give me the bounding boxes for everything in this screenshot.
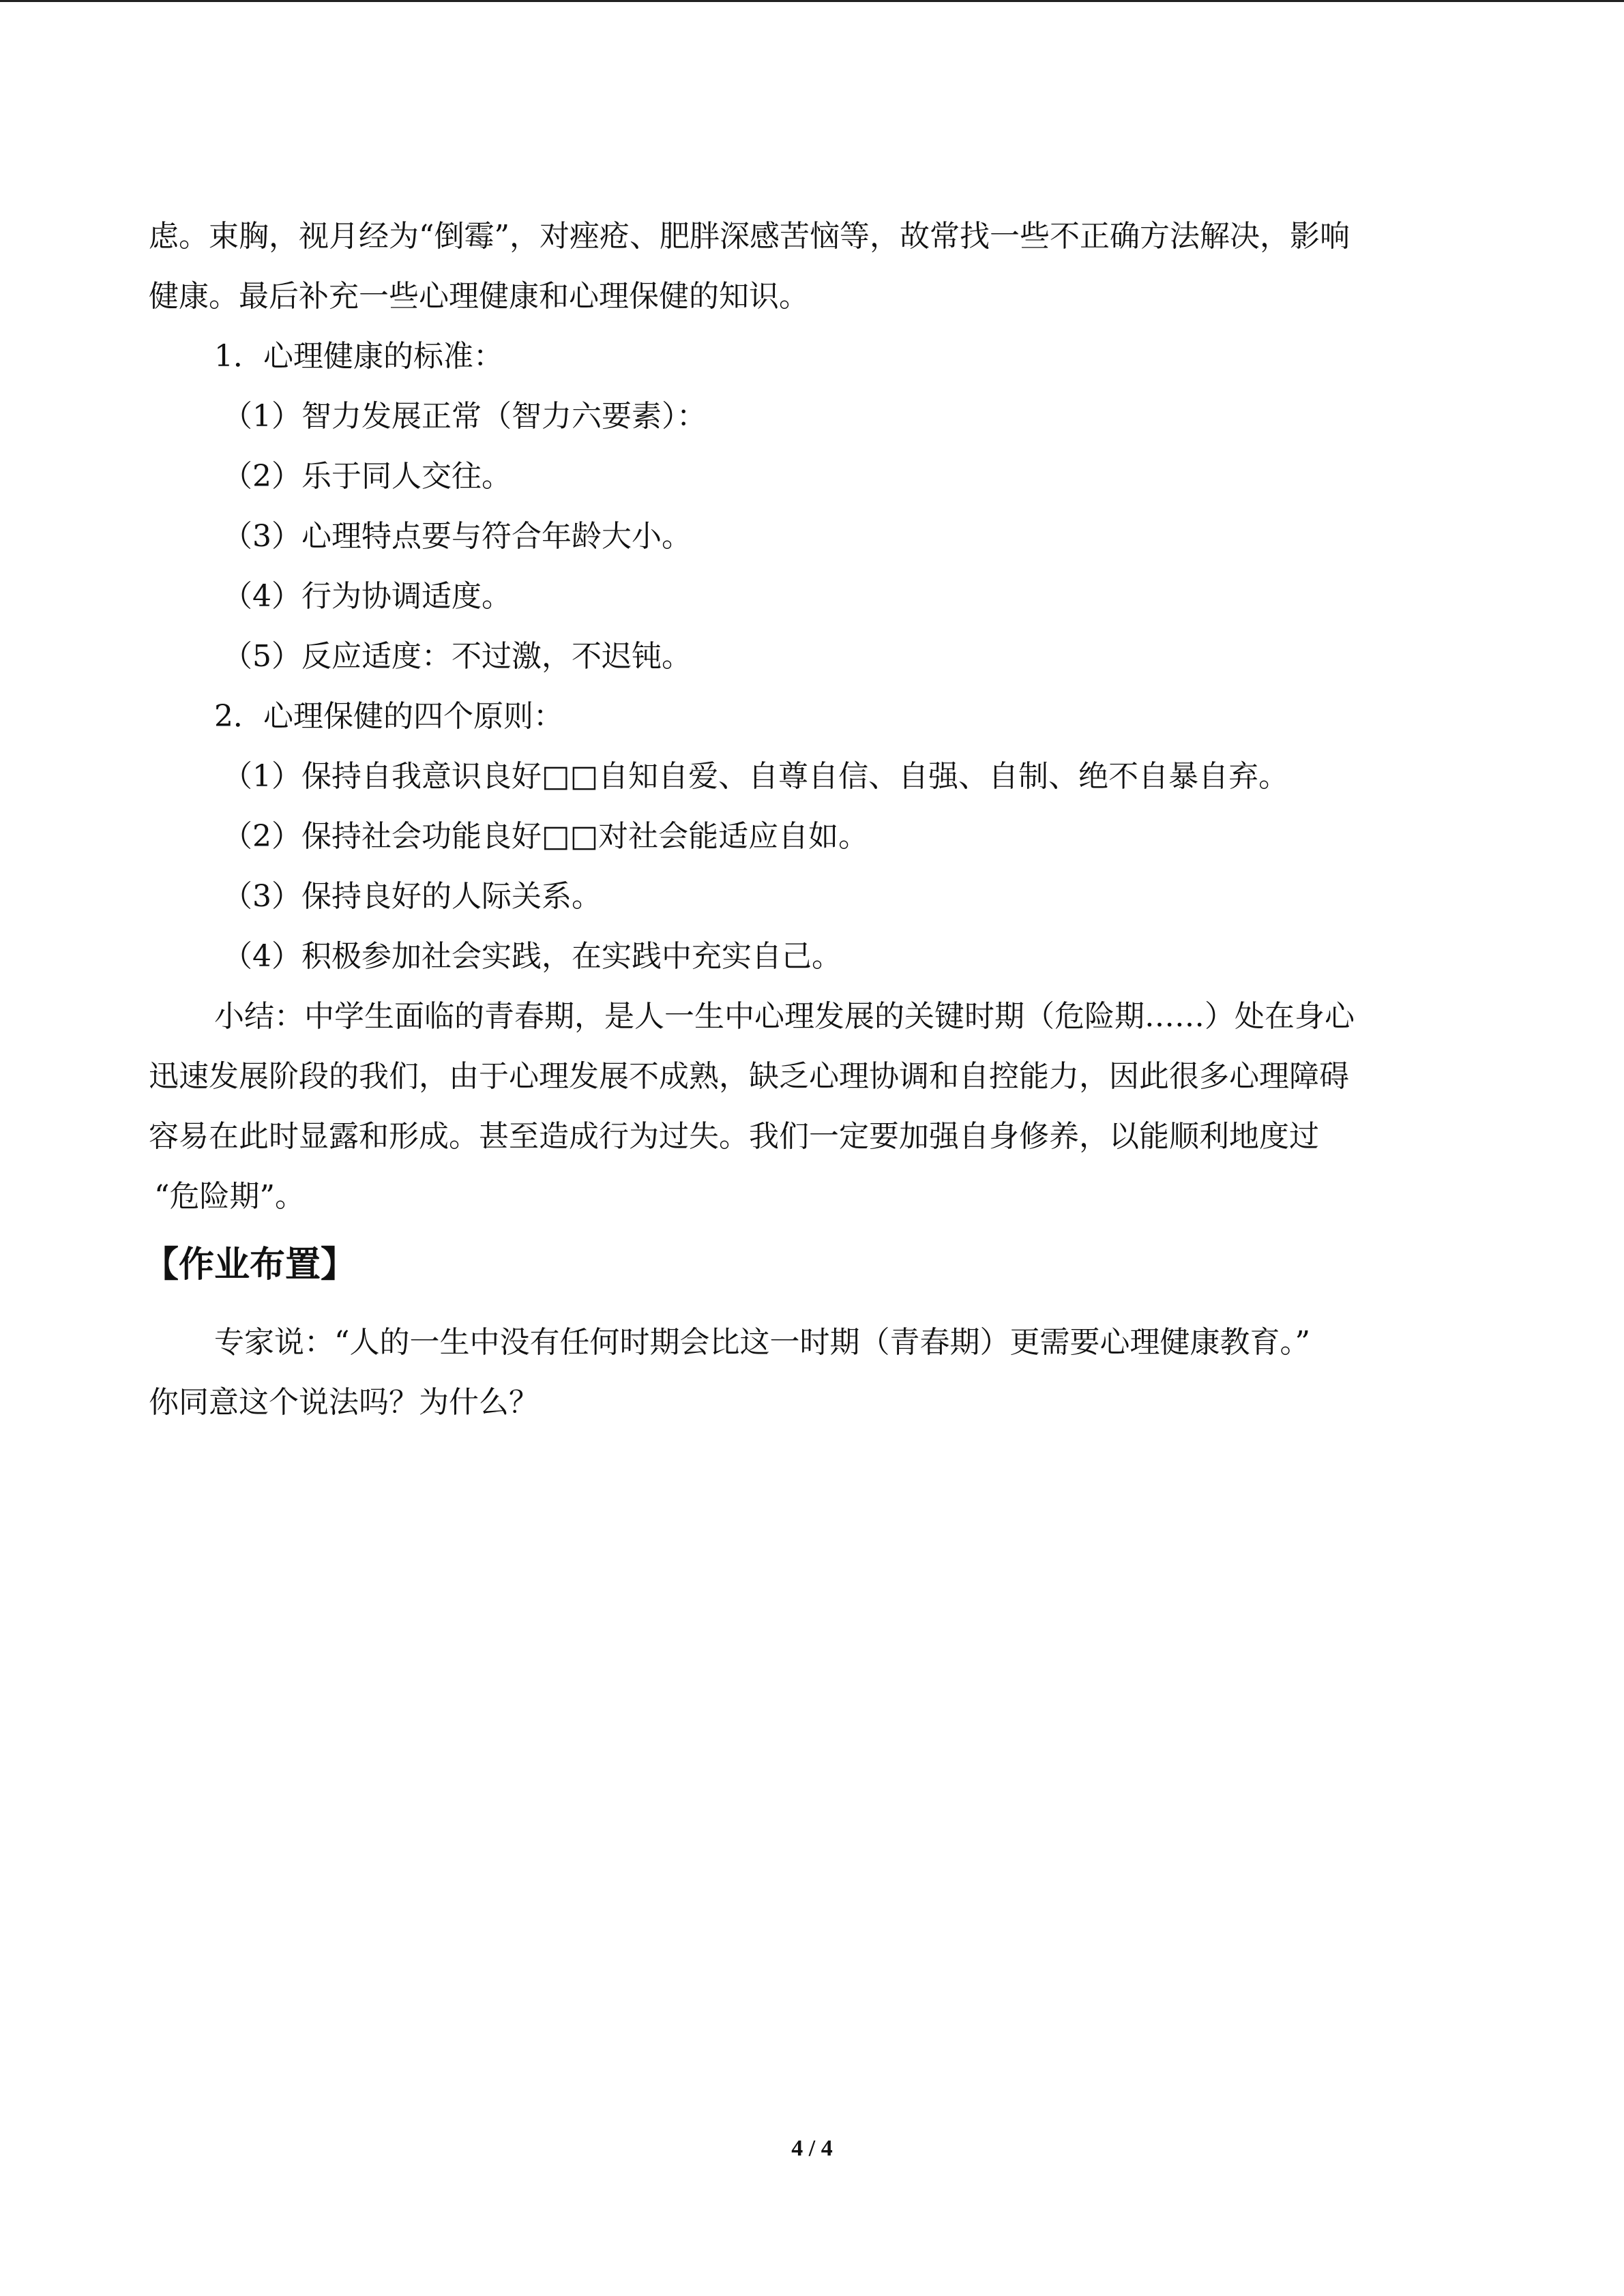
summary-line-3: 容易在此时显露和形成。甚至造成行为过失。我们一定要加强自身修养，以能顺利地度过 [149,1119,1319,1154]
section-1-item: （4）行为协调适度。 [222,579,512,614]
intro-line-1: 虑。束胸，视月经为“倒霉”，对痤疮、肥胖深感苦恼等，故常找一些不正确方法解决，影响 [149,219,1350,254]
intro-line-2: 健康。最后补充一些心理健康和心理保健的知识。 [149,279,809,314]
section-2-item: （3）保持良好的人际关系。 [222,879,602,914]
section-2-title: 2．心理保健的四个原则： [214,699,563,734]
homework-line-1: 专家说：“人的一生中没有任何时期会比这一时期（青春期）更需要心理健康教育。” [214,1325,1310,1360]
page-number: 4 / 4 [791,2136,833,2161]
section-1-item: （1）智力发展正常（智力六要素）： [222,399,707,434]
section-1-item: （2）乐于同人交往。 [222,459,512,494]
section-2-item: （1）保持自我意识良好□□自知自爱、自尊自信、自强、自制、绝不自暴自弃。 [222,759,1289,794]
section-1-title: 1．心理健康的标准： [214,339,503,374]
document-content [143,207,1479,1433]
section-1-item: （5）反应适度：不过激，不迟钝。 [222,639,692,674]
summary-line-1: 小结：中学生面临的青春期，是人一生中心理发展的关键时期（危险期……）处在身心 [214,999,1355,1034]
section-2-item: （2）保持社会功能良好□□对社会能适应自如。 [222,819,869,854]
summary-line-4: “危险期”。 [154,1179,305,1214]
section-2-item: （4）积极参加社会实践，在实践中充实自己。 [222,939,842,974]
summary-line-2: 迅速发展阶段的我们，由于心理发展不成熟，缺乏心理协调和自控能力，因此很多心理障碍 [149,1059,1349,1094]
section-1-item: （3）心理特点要与符合年龄大小。 [222,519,692,554]
homework-line-2: 你同意这个说法吗？为什么？ [149,1385,539,1420]
homework-heading: 【作业布置】 [143,1244,357,1285]
